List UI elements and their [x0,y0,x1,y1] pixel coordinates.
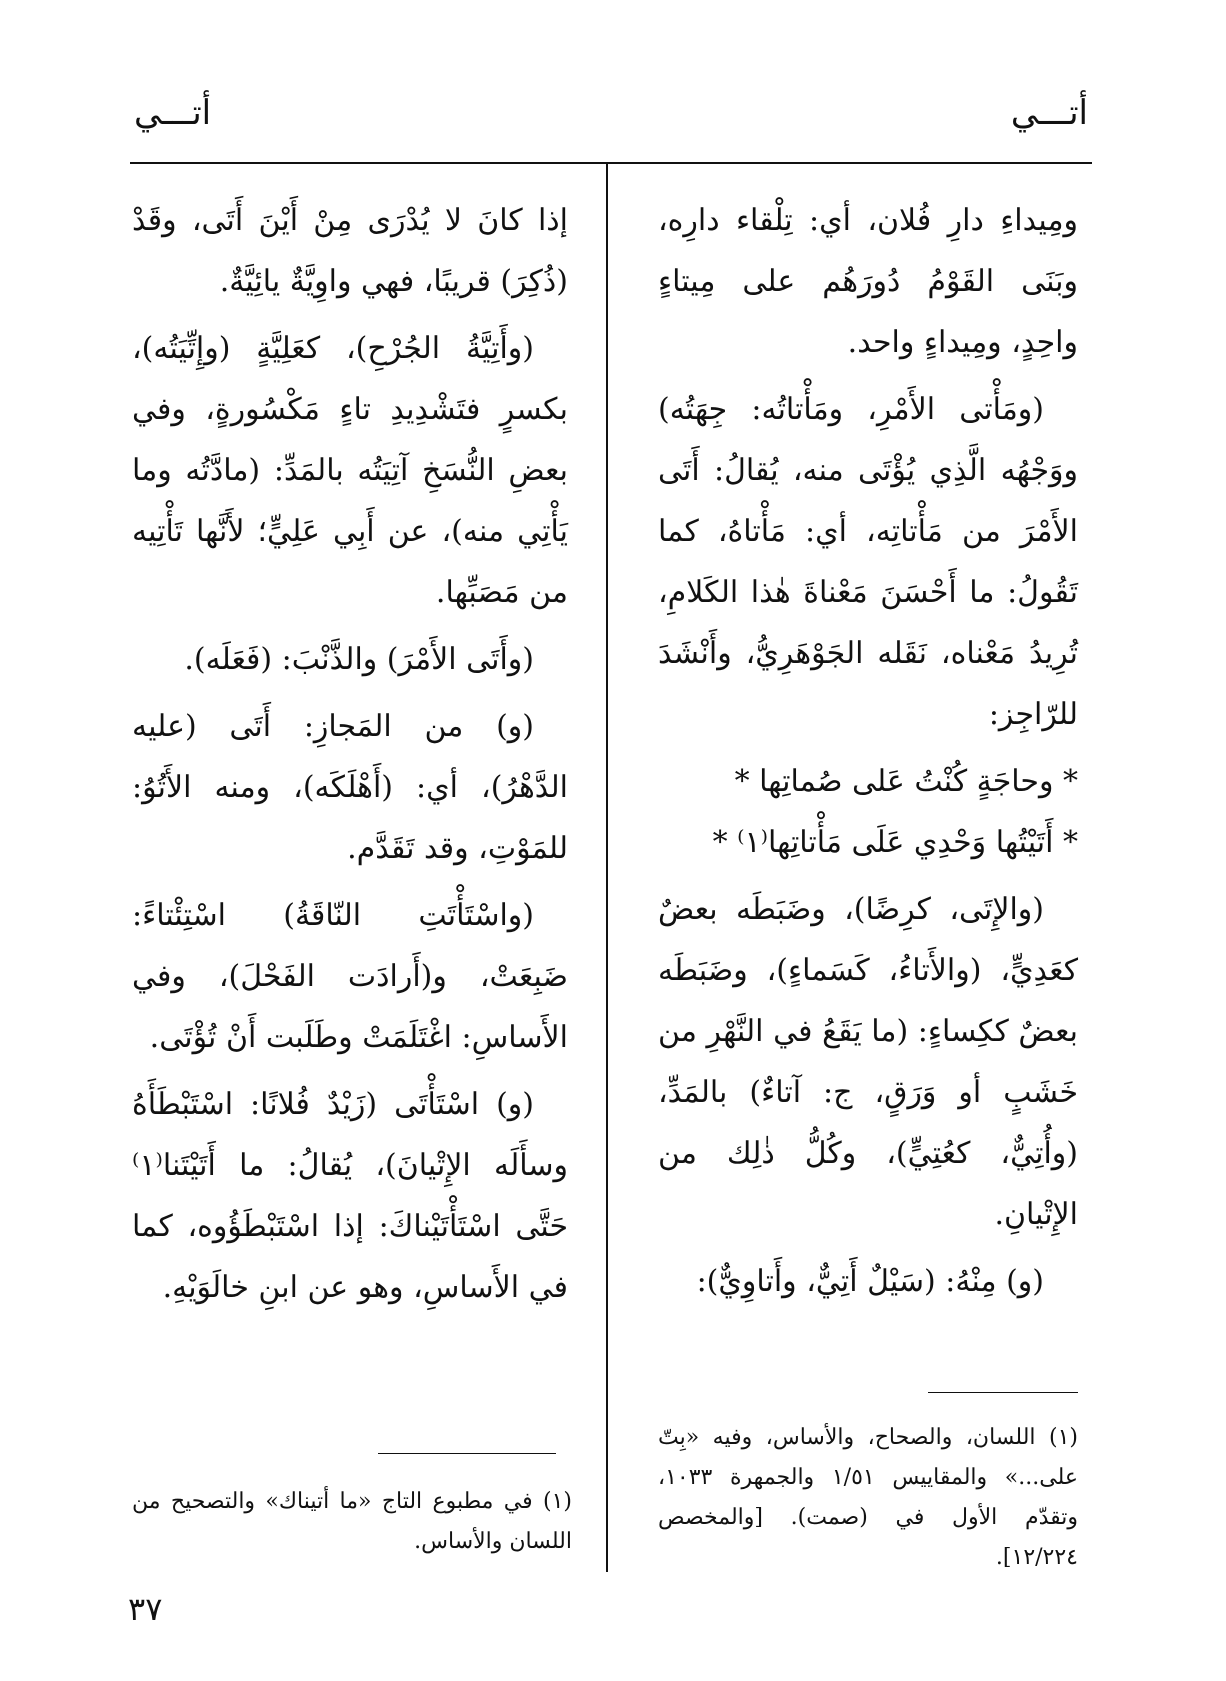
page-number: ٣٧ [128,1590,163,1628]
right-column [658,190,1078,1318]
entry-paragraph: (وأَتَى الأَمْرَ) والذَّنْبَ: (فَعَلَه). [184,642,534,677]
running-head-right: أتـــي [1010,93,1088,133]
entry-paragraph: (ومَأْتى الأَمْرِ، ومَأْتاتُه: جِهَتُه) ووَجْهُه الَّذِي يُؤْتَى منه، يُقالُ: أَتَى الأَمْرَ من مَأْتاتِه، أي: مَأْتاهُ، كما تَقُولُ: ما أَحْسَنَ مَعْناةَ هٰذا الكَلامِ، تُرِيدُ مَعْناه، نَقَله الجَوْهَرِيُّ، وأَنْشَدَ للرّاجِز: [658,392,1078,732]
running-head-left: أتـــي [134,93,212,133]
entry-paragraph: (واسْتَأْتَتِ النّاقَةُ) اسْتِئْتاءً: ضَبِعَتْ، و(أَرادَت الفَحْلَ)، وفي الأَساسِ: اغْتَلَمَتْ وطَلَبت أَنْ تُؤْتَى. [132,898,568,1055]
header-rule [130,162,1092,164]
entry-paragraph: (و) مِنْهُ: (سَيْلٌ أَتِيٌّ، وأَتاوِيٌّ): [696,1264,1044,1299]
footnote-left: (١) في مطبوع التاج «ما أتيناك» والتصحيح من اللسان والأساس. [132,1489,572,1554]
entry-paragraph: (و) اسْتَأْتَى (زَيْدٌ فُلانًا: اسْتَبْطَأَهُ وسأَلَه الإِتْيانَ)، يُقالُ: ما أَتَيْتَنا⁽١⁾ حَتَّى اسْتَأْتَيْناكَ: إذا اسْتَبْطَؤُوه، كما في الأَساسِ، وهو عن ابنِ خالَوَيْهِ. [132,1087,568,1305]
verse-line: * أَتَيْتُها وَحْدِي عَلَى مَأْتاتِها⁽١⁾ * [712,825,1078,860]
entry-paragraph: (و) من المَجازِ: أَتَى (عليه الدَّهْرُ)، أي: (أَهْلَكَه)، ومنه الأَتُوُ: للمَوْتِ، وقد تَقَدَّم. [132,709,568,866]
verse-line: * وحاجَةٍ كُنْتُ عَلى صُماتِها * [734,764,1078,799]
entry-paragraph: ومِيداءِ دارِ فُلان، أي: تِلْقاء دارِه، وبَنَى القَوْمُ دُورَهُم على مِيتاءٍ واحِدٍ، ومِيداءٍ واحد. [658,203,1078,360]
footnote-rule-left [378,1453,556,1454]
left-column [132,190,568,1324]
footnote-rule-right [928,1392,1078,1393]
entry-paragraph: (وأَتِيَّةُ الجُرْحِ)، كعَلِيَّةٍ (وإِتِّيَتُه)، بكسرٍ فتَشْدِيدِ تاءٍ مَكْسُورةٍ، وفي بعضِ النُّسَخِ آتِيَتُه بالمَدِّ: (مادَّتُه وما يَأْتِي منه)، عن أَبِي عَلِيٍّ؛ لأَنَّها تَأْتِيه من مَصَبِّها. [132,331,568,610]
entry-paragraph: إذا كانَ لا يُدْرَى مِنْ أَيْنَ أَتَى، وقَدْ (ذُكِرَ) قريبًا، فهي واوِيَّةٌ يائِيَّةٌ. [132,203,568,299]
footnote-right: (١) اللسان، والصحاح، والأساس، وفيه «بِتّ على...» والمقاييس ١/٥١ والجمهرة ١٠٣٣، وتقدّم الأول في (صمت). [والمخصص ١٢/٢٢٤]. [658,1425,1078,1570]
entry-paragraph: (والإِتَى، كرِضًا)، وضَبَطَه بعضٌ كعَدِيٍّ، (والأَتاءُ، كَسَماءٍ)، وضَبَطَه بعضٌ ككِساءٍ: (ما يَقَعُ في النَّهْرِ من خَشَبٍ أو وَرَقٍ، ج: آتاءٌ) بالمَدِّ، (وأُتِيٌّ، كعُتِيٍّ)، وكُلُّ ذٰلِك من الإِتْيانِ. [658,892,1078,1232]
column-divider [606,162,608,1572]
